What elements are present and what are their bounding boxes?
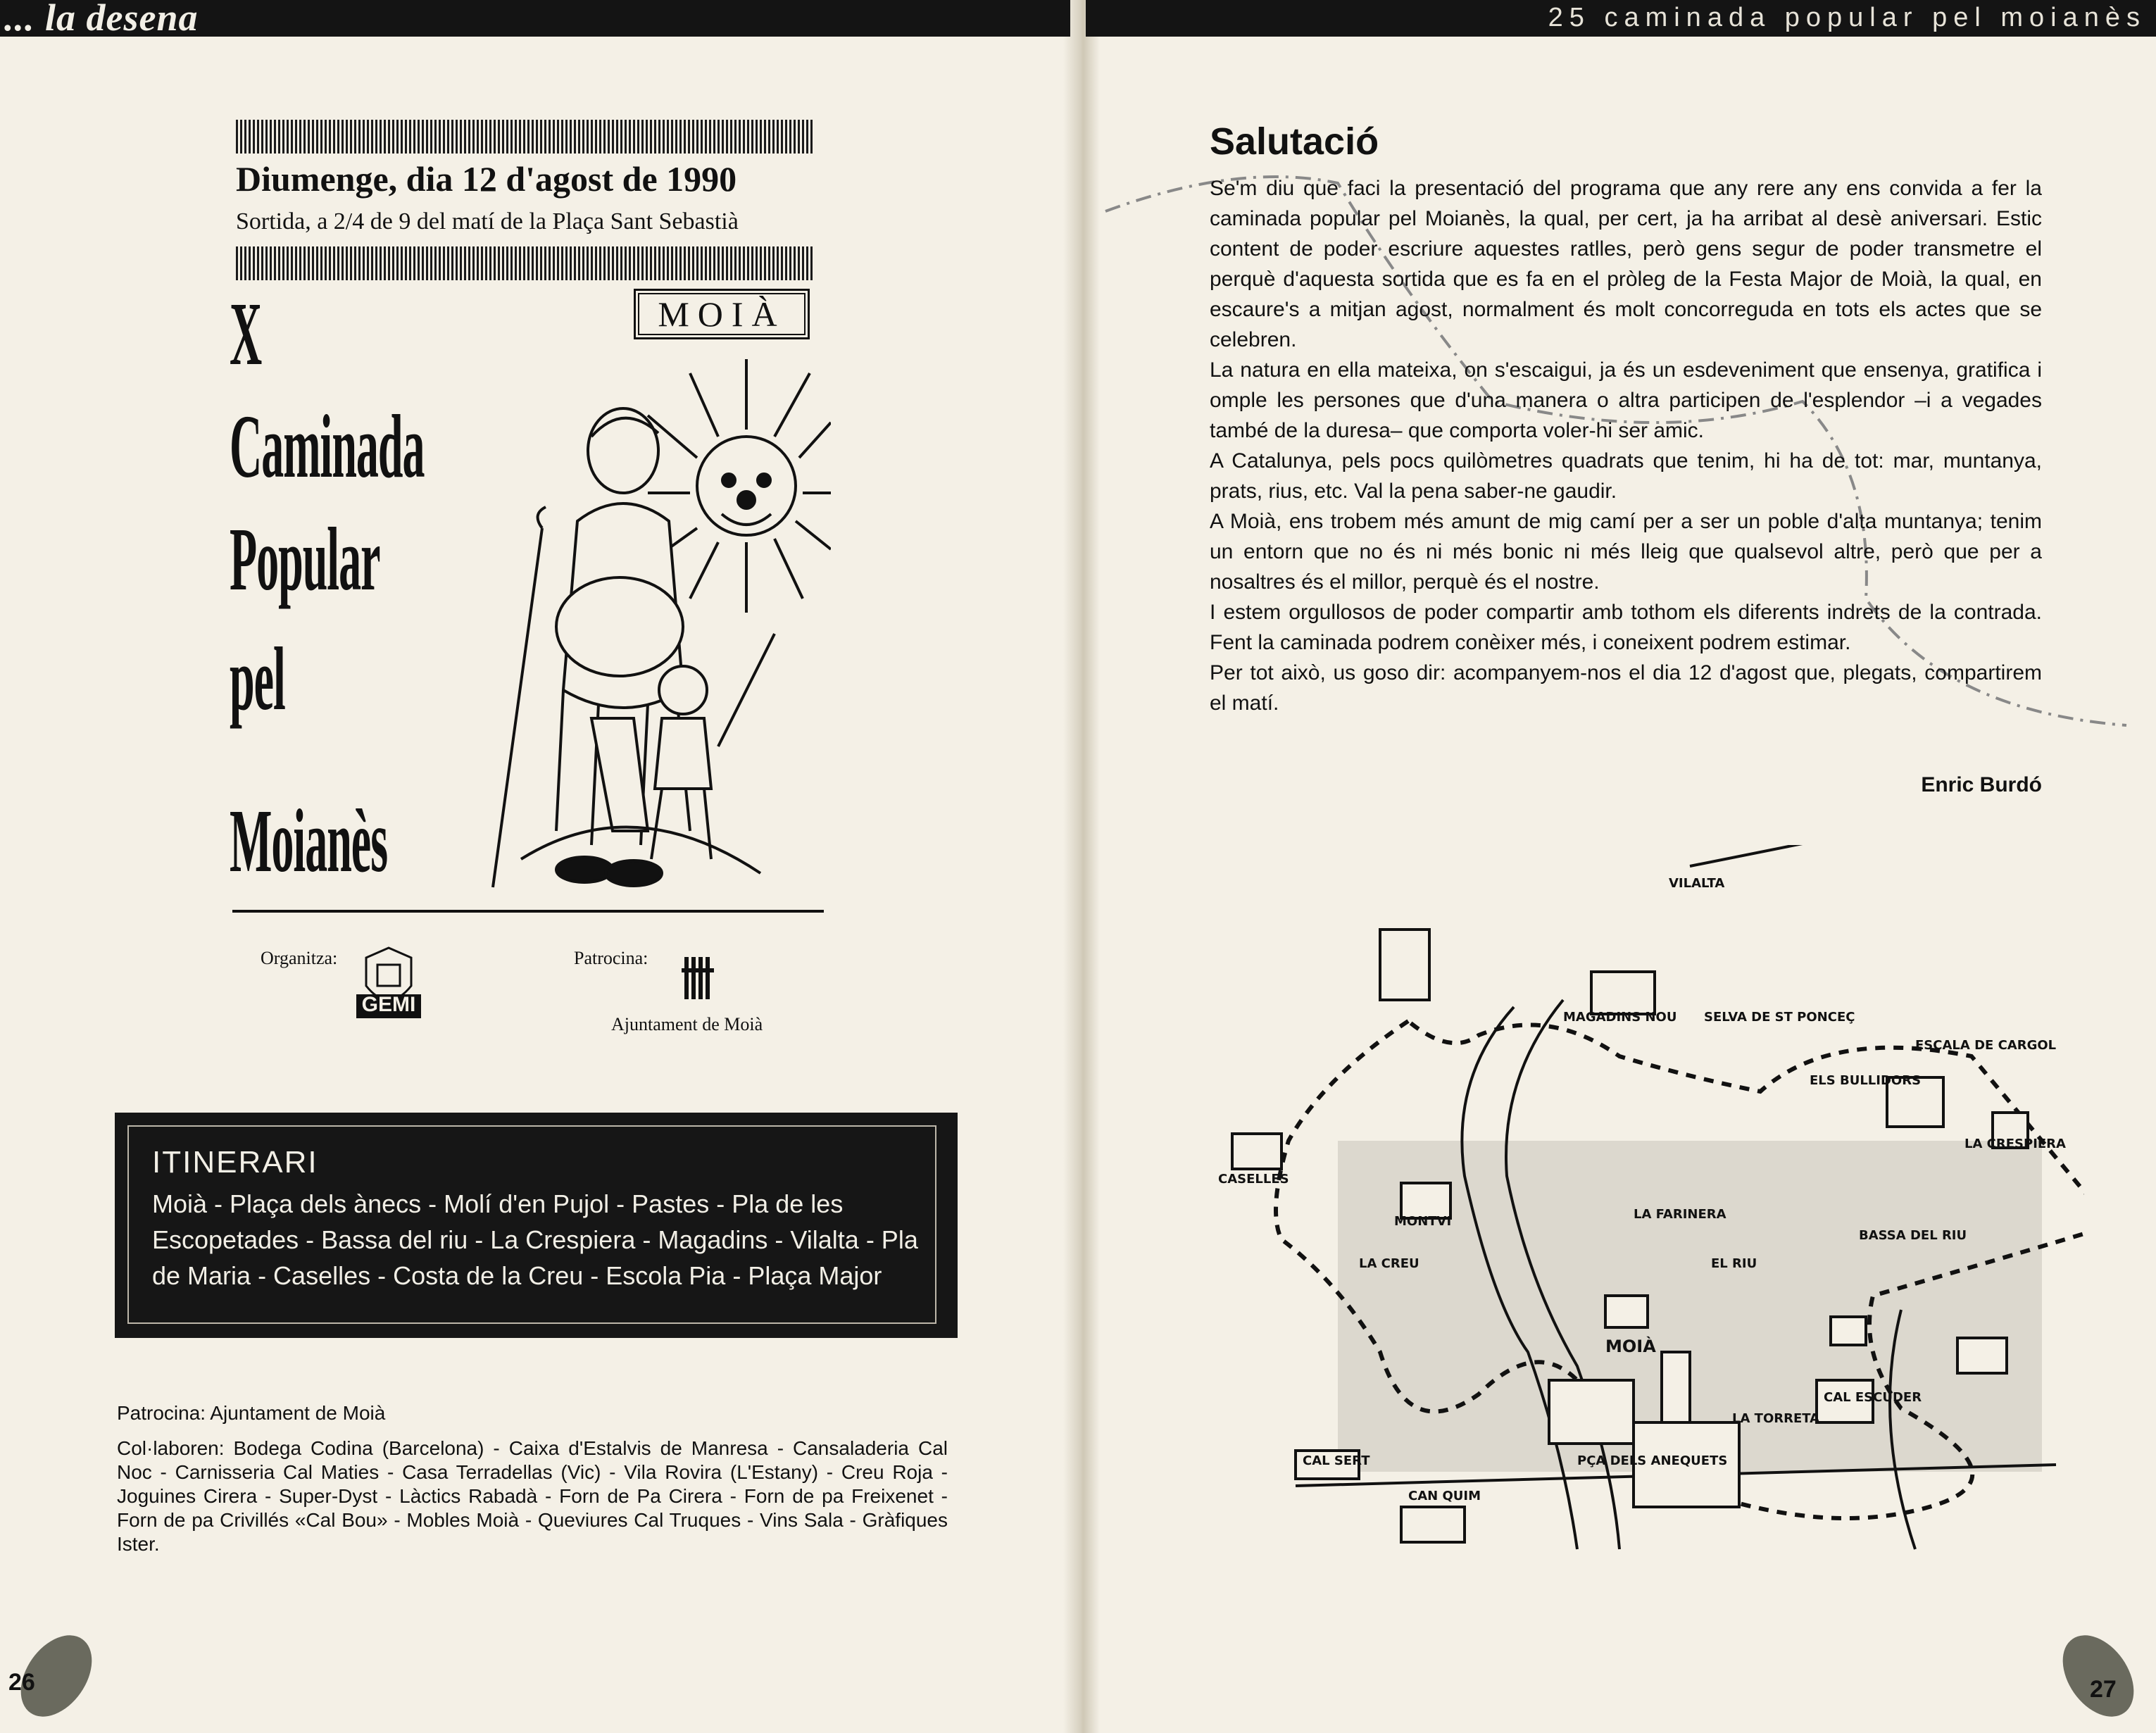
gemi-logo: [352, 944, 425, 1021]
map-label-escuder: CAL ESCUDER: [1824, 1390, 1922, 1405]
left-running-header: [0, 0, 1070, 37]
map-label-creu: LA CREU: [1359, 1256, 1419, 1271]
salutacio-title: Salutació: [1210, 120, 1379, 163]
itinerary-route: Moià - Plaça dels ànecs - Molí d'en Pujol - Pastes - Pla de les Escopetades - Bassa del riu - La Crespiera - Magadins - Vilalta - Pla de Maria - Caselles - Costa de la Creu - Escola Pia - Plaça Major: [152, 1189, 918, 1290]
salutacio-body: [1210, 173, 2042, 718]
page-gutter: [1063, 0, 1100, 1733]
salutacio-paragraph: A Catalunya, pels pocs quilòmetres quadrats que tenim, hi ha de tot: mar, muntanya, prats, rius, etc. Val la pena saber-ne gaudir.: [1210, 449, 2042, 503]
map-label-selva: SELVA DE ST PONCEÇ: [1704, 1010, 1855, 1025]
map-label-calsert: CAL SERT: [1303, 1453, 1370, 1468]
salutacio-paragraph: Per tot això, us goso dir: acompanyem-nos el dia 12 d'agost que, plegats, compartirem el matí.: [1210, 661, 2042, 715]
right-header-text: 25 caminada popular pel moianès: [1548, 3, 2146, 32]
ajuntament-crest-icon: [682, 954, 717, 1003]
salutacio-author: Enric Burdó: [1921, 773, 2042, 796]
left-page-number: 26: [8, 1669, 35, 1696]
poster-town-box: MOIÀ: [634, 289, 810, 339]
sponsor-label: Patrocina:: [574, 948, 648, 968]
map-label-bullidors: ELS BULLIDORS: [1810, 1073, 1922, 1088]
poster-title-caminada: Caminada: [230, 396, 425, 496]
map-label-canquim: CAN QUIM: [1408, 1489, 1481, 1503]
poster-departure: Sortida, a 2/4 de 9 del matí de la Plaça Sant Sebastià: [236, 208, 739, 234]
map-label-vilalta: VILALTA: [1669, 876, 1725, 891]
poster-top-stripes: [236, 120, 813, 154]
right-running-header: [1086, 0, 2156, 37]
salutacio-paragraph: Se'm diu que faci la presentació del programa que any rere any ens convida a fer la caminada popular pel Moianès, la qual, per cert, ja ha arribat al desè aniversari. Estic content de poder escriure aquestes ratlles, però gens segur de poder transmetre el perquè d'aquesta sortida que es fa en el pròleg de la Festa Major de Moià, la qual, en escaure's a mitjan agost, normalment és molt concorreguda en tots els actes que se celebren.: [1210, 177, 2042, 351]
poster-title-popular: Popular: [230, 509, 380, 609]
poster-date: Diumenge, dia 12 d'agost de 1990: [236, 159, 737, 199]
map-label-montvi: MONTVI: [1394, 1214, 1452, 1229]
poster-title-x: X: [230, 284, 262, 384]
map-label-escala: ESCALA DE CARGOL: [1915, 1038, 2057, 1053]
salutacio-paragraph: I estem orgullosos de poder compartir amb tothom els diferents indrets de la contrada. Fent la caminada podrem conèixer més, i coneixent podrem estimar.: [1210, 601, 2042, 654]
map-label-magadins: MAGADINS NOU: [1563, 1010, 1677, 1025]
gemi-logo-text: GEMI: [361, 993, 416, 1016]
map-label-caselles: CASELLES: [1218, 1172, 1289, 1187]
poster-title-pel: pel: [230, 629, 285, 729]
credits-patron: Patrocina: Ajuntament de Moià: [117, 1402, 386, 1424]
poster-mid-stripes: [236, 246, 813, 280]
left-header-text: ... la desena: [4, 0, 199, 39]
itinerary-title: ITINERARI: [152, 1145, 318, 1180]
map-label-crespiera: LA CRESPIERA: [1964, 1137, 2066, 1151]
poster-illustration-hikers-sun: [380, 296, 831, 908]
map-label-riu: EL RIU: [1711, 1256, 1757, 1271]
poster-rule: [232, 910, 824, 913]
right-page-number: 27: [2090, 1676, 2117, 1703]
route-map-illustration: [1197, 845, 2084, 1584]
map-label-anequets: PÇA DELS ANEQUETS: [1577, 1453, 1728, 1468]
map-label-bassa: BASSA DEL RIU: [1859, 1228, 1967, 1243]
map-label-farinera: LA FARINERA: [1634, 1207, 1726, 1222]
organizer-label: Organitza:: [261, 948, 338, 968]
poster-title-moianes: Moianès: [230, 791, 388, 891]
sponsor-name: Ajuntament de Moià: [611, 1014, 763, 1034]
map-label-moia: MOIÀ: [1605, 1337, 1656, 1356]
map-label-torreta: LA TORRETA: [1732, 1411, 1820, 1426]
salutacio-paragraph: La natura en ella mateixa, on s'escaigui, ja és un esdeveniment que ensenya, gratifica i omple les persones que d'una manera o altra participen de l'esplendor –i a vegades també de la duresa– que comporta voler-hi ser amic.: [1210, 358, 2042, 442]
salutacio-paragraph: A Moià, ens trobem més amunt de mig camí per a ser un poble d'alta muntanya; tenim un entorn que no és ni més bonic ni més lleig que qualsevol altre, però que per a nosaltres és el millor, perquè és el nostre.: [1210, 510, 2042, 594]
credits-collaborators: Col·laboren: Bodega Codina (Barcelona) - Caixa d'Estalvis de Manresa - Cansaladeria Cal Noc - Carnisseria Cal Maties - Casa Terradellas (Vic) - Vila Rovira (L'Estany) - Creu Roja - Joguines Cirera - Super-Dyst - Làctics Rabadà - Forn de Pa Cirera - Forn de pa Freixenet - Forn de pa Crivillés «Cal Bou» - Mobles Moià - Queviures Cal Truques - Vins Sala - Gràfiques Ister.: [117, 1437, 948, 1555]
